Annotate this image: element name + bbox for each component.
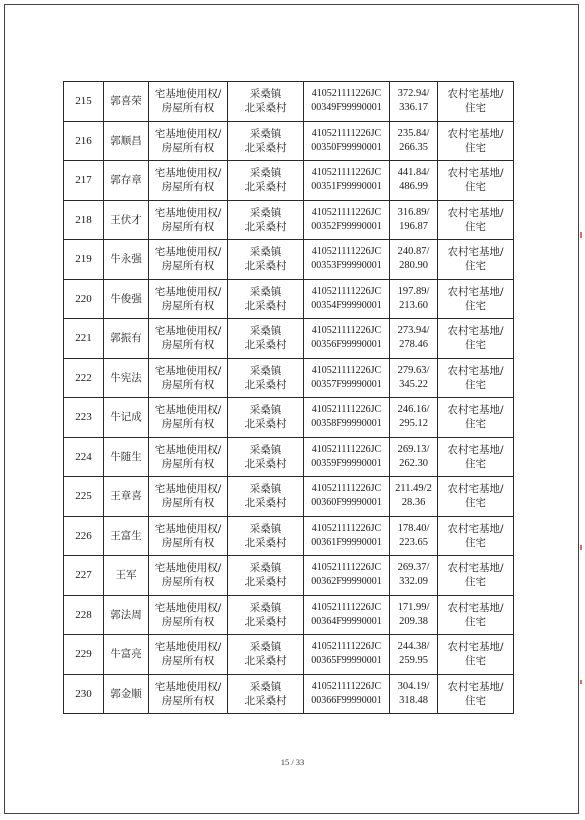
location-cell: [228, 437, 304, 477]
usage-cell-line: 住宅: [465, 694, 486, 707]
location-cell: [228, 674, 304, 714]
location-cell-line: 采桑镇: [249, 562, 282, 575]
location-cell-line: 北采桑村: [244, 141, 287, 154]
area-cell: [390, 556, 438, 596]
location-cell-line: 采桑镇: [249, 127, 282, 140]
right-type-cell-line: 房屋所有权: [161, 655, 215, 668]
table-row: [64, 398, 514, 438]
owner-name-cell: 王富生: [104, 516, 149, 556]
owner-name-cell: 牛记成: [104, 398, 149, 438]
unit-code-cell-line: 00360F99990001: [311, 497, 382, 509]
area-cell-line: 211.49/2: [395, 483, 432, 495]
location-cell-line: 采桑镇: [249, 364, 282, 377]
location-cell-line: 北采桑村: [244, 220, 287, 233]
location-cell-line: 采桑镇: [249, 404, 282, 417]
location-cell-line: 采桑镇: [249, 601, 282, 614]
unit-code-cell-line: 00366F99990001: [311, 694, 382, 706]
table-row: [64, 556, 514, 596]
area-cell-line: 279.63/: [397, 364, 430, 376]
right-type-cell-line: 房屋所有权: [161, 378, 215, 391]
page-number: 15 / 33: [280, 757, 305, 767]
right-type-cell: [149, 240, 228, 280]
unit-code-cell: [304, 358, 390, 398]
row-number-cell: 215: [64, 82, 104, 122]
usage-cell-line: 住宅: [465, 457, 486, 470]
registry-table-wrap: [63, 81, 506, 714]
usage-cell-line: 住宅: [465, 220, 486, 233]
table-row: [64, 516, 514, 556]
table-row: [64, 635, 514, 675]
right-type-cell: [149, 516, 228, 556]
unit-code-cell-line: 00365F99990001: [311, 655, 382, 667]
location-cell: [228, 556, 304, 596]
unit-code-cell-line: 00361F99990001: [311, 536, 382, 548]
row-number-cell: 230: [64, 674, 104, 714]
owner-name-cell: 牛宪法: [104, 358, 149, 398]
location-cell-line: 北采桑村: [244, 497, 287, 510]
area-cell-line: 332.09: [399, 576, 428, 588]
usage-cell-line: 住宅: [465, 339, 486, 352]
usage-cell-line: 农村宅基地/: [447, 562, 504, 575]
usage-cell-line: 农村宅基地/: [447, 285, 504, 298]
location-cell: [228, 121, 304, 161]
area-cell-line: 316.89/: [397, 206, 430, 218]
area-cell-line: 223.65: [399, 536, 428, 548]
usage-cell: [438, 556, 514, 596]
owner-name-cell: 牛富亮: [104, 635, 149, 675]
unit-code-cell-line: 410521111226JC: [311, 522, 382, 534]
unit-code-cell-line: 00353F99990001: [311, 260, 382, 272]
usage-cell-line: 住宅: [465, 418, 486, 431]
usage-cell: [438, 82, 514, 122]
area-cell-line: 273.94/: [397, 325, 430, 337]
row-number-cell: 221: [64, 319, 104, 359]
right-type-cell-line: 房屋所有权: [161, 457, 215, 470]
owner-name-cell: 郭存章: [104, 161, 149, 201]
area-cell-line: 345.22: [399, 378, 428, 390]
owner-name-cell: 王伏才: [104, 200, 149, 240]
usage-cell-line: 住宅: [465, 536, 486, 549]
usage-cell-line: 农村宅基地/: [447, 167, 504, 180]
area-cell: [390, 200, 438, 240]
usage-cell-line: 农村宅基地/: [447, 404, 504, 417]
right-type-cell: [149, 200, 228, 240]
right-type-cell: [149, 477, 228, 517]
area-cell: [390, 516, 438, 556]
unit-code-cell-line: 00354F99990001: [311, 299, 382, 311]
location-cell: [228, 595, 304, 635]
unit-code-cell-line: 00352F99990001: [311, 220, 382, 232]
usage-cell: [438, 674, 514, 714]
owner-name-cell: 牛俊强: [104, 279, 149, 319]
area-cell-line: 278.46: [399, 339, 428, 351]
usage-cell-line: 住宅: [465, 378, 486, 391]
unit-code-cell-line: 00359F99990001: [311, 457, 382, 469]
unit-code-cell-line: 00362F99990001: [311, 576, 382, 588]
location-cell-line: 采桑镇: [249, 206, 282, 219]
location-cell: [228, 635, 304, 675]
area-cell-line: 235.84/: [397, 127, 430, 139]
right-type-cell: [149, 319, 228, 359]
area-cell: [390, 121, 438, 161]
area-cell: [390, 437, 438, 477]
location-cell-line: 北采桑村: [244, 339, 287, 352]
right-type-cell-line: 宅基地使用权/: [154, 206, 222, 219]
row-number-cell: 228: [64, 595, 104, 635]
area-cell: [390, 240, 438, 280]
row-number-cell: 226: [64, 516, 104, 556]
unit-code-cell-line: 00351F99990001: [311, 181, 382, 193]
usage-cell: [438, 635, 514, 675]
row-number-cell: 223: [64, 398, 104, 438]
owner-name-cell: 牛永强: [104, 240, 149, 280]
usage-cell: [438, 358, 514, 398]
right-type-cell-line: 房屋所有权: [161, 299, 215, 312]
right-type-cell-line: 房屋所有权: [161, 615, 215, 628]
usage-cell-line: 农村宅基地/: [447, 246, 504, 259]
usage-cell-line: 住宅: [465, 260, 486, 273]
owner-name-cell: 郭法周: [104, 595, 149, 635]
right-type-cell: [149, 358, 228, 398]
usage-cell: [438, 398, 514, 438]
usage-cell-line: 农村宅基地/: [447, 443, 504, 456]
row-number-cell: 216: [64, 121, 104, 161]
area-cell-line: 196.87: [399, 220, 428, 232]
owner-name-cell: 郭振有: [104, 319, 149, 359]
right-type-cell-line: 宅基地使用权/: [154, 680, 222, 693]
right-type-cell-line: 宅基地使用权/: [154, 404, 222, 417]
usage-cell: [438, 121, 514, 161]
right-type-cell: [149, 556, 228, 596]
area-cell: [390, 398, 438, 438]
owner-name-cell: 牛随生: [104, 437, 149, 477]
location-cell-line: 采桑镇: [249, 680, 282, 693]
area-cell-line: 262.30: [399, 457, 428, 469]
usage-cell-line: 农村宅基地/: [447, 325, 504, 338]
registry-table: [63, 81, 514, 714]
area-cell: [390, 477, 438, 517]
location-cell-line: 北采桑村: [244, 655, 287, 668]
right-type-cell: [149, 161, 228, 201]
area-cell-line: 246.16/: [397, 404, 430, 416]
area-cell-line: 372.94/: [397, 88, 430, 100]
location-cell: [228, 279, 304, 319]
registry-table-body: [64, 82, 514, 714]
unit-code-cell: [304, 161, 390, 201]
row-number-cell: 225: [64, 477, 104, 517]
unit-code-cell: [304, 437, 390, 477]
location-cell: [228, 516, 304, 556]
area-cell-line: 318.48: [399, 694, 428, 706]
usage-cell-line: 农村宅基地/: [447, 483, 504, 496]
area-cell: [390, 635, 438, 675]
location-cell-line: 采桑镇: [249, 285, 282, 298]
usage-cell-line: 住宅: [465, 615, 486, 628]
unit-code-cell-line: 410521111226JC: [311, 483, 382, 495]
area-cell-line: 209.38: [399, 615, 428, 627]
usage-cell-line: 住宅: [465, 102, 486, 115]
table-row: [64, 358, 514, 398]
area-cell-line: 304.19/: [397, 680, 430, 692]
table-row: [64, 595, 514, 635]
area-cell-line: 197.89/: [397, 285, 430, 297]
location-cell-line: 北采桑村: [244, 457, 287, 470]
right-type-cell-line: 宅基地使用权/: [154, 601, 222, 614]
unit-code-cell: [304, 477, 390, 517]
table-row: [64, 121, 514, 161]
unit-code-cell: [304, 635, 390, 675]
unit-code-cell: [304, 398, 390, 438]
usage-cell-line: 住宅: [465, 141, 486, 154]
unit-code-cell: [304, 516, 390, 556]
area-cell-line: 295.12: [399, 418, 428, 430]
area-cell-line: 244.38/: [397, 641, 430, 653]
area-cell: [390, 595, 438, 635]
unit-code-cell: [304, 674, 390, 714]
unit-code-cell-line: 410521111226JC: [311, 127, 382, 139]
location-cell-line: 北采桑村: [244, 181, 287, 194]
usage-cell-line: 农村宅基地/: [447, 88, 504, 101]
usage-cell-line: 农村宅基地/: [447, 364, 504, 377]
unit-code-cell-line: 00364F99990001: [311, 615, 382, 627]
area-cell: [390, 358, 438, 398]
right-type-cell-line: 房屋所有权: [161, 181, 215, 194]
location-cell-line: 采桑镇: [249, 167, 282, 180]
right-type-cell-line: 宅基地使用权/: [154, 364, 222, 377]
table-row: [64, 674, 514, 714]
row-number-cell: 217: [64, 161, 104, 201]
location-cell-line: 北采桑村: [244, 694, 287, 707]
usage-cell-line: 农村宅基地/: [447, 601, 504, 614]
usage-cell-line: 住宅: [465, 497, 486, 510]
area-cell-line: 259.95: [399, 655, 428, 667]
table-row: [64, 279, 514, 319]
right-type-cell-line: 房屋所有权: [161, 260, 215, 273]
unit-code-cell: [304, 319, 390, 359]
area-cell-line: 269.37/: [397, 562, 430, 574]
area-cell-line: 336.17: [399, 102, 428, 114]
owner-name-cell: 郭顺昌: [104, 121, 149, 161]
location-cell-line: 北采桑村: [244, 260, 287, 273]
scan-mark: [580, 545, 582, 550]
usage-cell: [438, 161, 514, 201]
location-cell: [228, 200, 304, 240]
right-type-cell-line: 宅基地使用权/: [154, 443, 222, 456]
right-type-cell-line: 宅基地使用权/: [154, 522, 222, 535]
usage-cell-line: 农村宅基地/: [447, 680, 504, 693]
location-cell-line: 北采桑村: [244, 102, 287, 115]
unit-code-cell-line: 410521111226JC: [311, 246, 382, 258]
location-cell: [228, 82, 304, 122]
row-number-cell: 218: [64, 200, 104, 240]
usage-cell: [438, 516, 514, 556]
unit-code-cell: [304, 121, 390, 161]
location-cell: [228, 477, 304, 517]
row-number-cell: 227: [64, 556, 104, 596]
area-cell: [390, 82, 438, 122]
usage-cell: [438, 477, 514, 517]
right-type-cell-line: 宅基地使用权/: [154, 562, 222, 575]
usage-cell-line: 农村宅基地/: [447, 206, 504, 219]
right-type-cell-line: 房屋所有权: [161, 576, 215, 589]
usage-cell: [438, 437, 514, 477]
area-cell: [390, 319, 438, 359]
location-cell-line: 采桑镇: [249, 641, 282, 654]
usage-cell-line: 农村宅基地/: [447, 522, 504, 535]
location-cell-line: 北采桑村: [244, 378, 287, 391]
right-type-cell: [149, 595, 228, 635]
location-cell: [228, 240, 304, 280]
scan-mark: [580, 680, 582, 684]
row-number-cell: 222: [64, 358, 104, 398]
right-type-cell: [149, 398, 228, 438]
usage-cell: [438, 279, 514, 319]
area-cell-line: 486.99: [399, 181, 428, 193]
owner-name-cell: 王军: [104, 556, 149, 596]
right-type-cell-line: 宅基地使用权/: [154, 325, 222, 338]
location-cell-line: 采桑镇: [249, 443, 282, 456]
usage-cell-line: 农村宅基地/: [447, 641, 504, 654]
row-number-cell: 229: [64, 635, 104, 675]
right-type-cell-line: 房屋所有权: [161, 418, 215, 431]
unit-code-cell-line: 410521111226JC: [311, 601, 382, 613]
unit-code-cell-line: 410521111226JC: [311, 641, 382, 653]
area-cell-line: 269.13/: [397, 443, 430, 455]
right-type-cell-line: 房屋所有权: [161, 220, 215, 233]
table-row: [64, 319, 514, 359]
area-cell: [390, 674, 438, 714]
row-number-cell: 224: [64, 437, 104, 477]
table-row: [64, 200, 514, 240]
location-cell-line: 北采桑村: [244, 299, 287, 312]
right-type-cell: [149, 437, 228, 477]
area-cell-line: 240.87/: [397, 246, 430, 258]
right-type-cell-line: 宅基地使用权/: [154, 483, 222, 496]
usage-cell-line: 住宅: [465, 181, 486, 194]
table-row: [64, 161, 514, 201]
unit-code-cell-line: 410521111226JC: [311, 285, 382, 297]
unit-code-cell: [304, 595, 390, 635]
area-cell-line: 171.99/: [397, 601, 430, 613]
unit-code-cell-line: 00357F99990001: [311, 378, 382, 390]
unit-code-cell-line: 410521111226JC: [311, 364, 382, 376]
right-type-cell: [149, 121, 228, 161]
location-cell-line: 采桑镇: [249, 246, 282, 259]
right-type-cell: [149, 635, 228, 675]
table-row: [64, 82, 514, 122]
location-cell-line: 采桑镇: [249, 522, 282, 535]
usage-cell: [438, 200, 514, 240]
unit-code-cell-line: 410521111226JC: [311, 88, 382, 100]
usage-cell-line: 住宅: [465, 576, 486, 589]
area-cell-line: 28.36: [401, 497, 426, 509]
location-cell: [228, 398, 304, 438]
area-cell-line: 213.60: [399, 299, 428, 311]
area-cell-line: 280.90: [399, 260, 428, 272]
location-cell-line: 北采桑村: [244, 418, 287, 431]
table-row: [64, 240, 514, 280]
right-type-cell-line: 宅基地使用权/: [154, 285, 222, 298]
scan-mark: [580, 232, 582, 238]
right-type-cell: [149, 279, 228, 319]
row-number-cell: 220: [64, 279, 104, 319]
location-cell: [228, 319, 304, 359]
usage-cell-line: 农村宅基地/: [447, 127, 504, 140]
unit-code-cell: [304, 82, 390, 122]
unit-code-cell-line: 00350F99990001: [311, 141, 382, 153]
row-number-cell: 219: [64, 240, 104, 280]
unit-code-cell-line: 410521111226JC: [311, 680, 382, 692]
unit-code-cell-line: 410521111226JC: [311, 167, 382, 179]
right-type-cell-line: 房屋所有权: [161, 339, 215, 352]
unit-code-cell-line: 00358F99990001: [311, 418, 382, 430]
unit-code-cell: [304, 279, 390, 319]
right-type-cell-line: 宅基地使用权/: [154, 167, 222, 180]
usage-cell-line: 住宅: [465, 299, 486, 312]
area-cell: [390, 161, 438, 201]
right-type-cell-line: 房屋所有权: [161, 102, 215, 115]
owner-name-cell: 郭喜荣: [104, 82, 149, 122]
location-cell-line: 采桑镇: [249, 88, 282, 101]
right-type-cell-line: 房屋所有权: [161, 497, 215, 510]
unit-code-cell-line: 00349F99990001: [311, 102, 382, 114]
right-type-cell-line: 宅基地使用权/: [154, 246, 222, 259]
right-type-cell-line: 房屋所有权: [161, 694, 215, 707]
location-cell: [228, 161, 304, 201]
right-type-cell: [149, 674, 228, 714]
location-cell: [228, 358, 304, 398]
unit-code-cell-line: 410521111226JC: [311, 325, 382, 337]
right-type-cell-line: 房屋所有权: [161, 536, 215, 549]
owner-name-cell: 王章喜: [104, 477, 149, 517]
area-cell: [390, 279, 438, 319]
unit-code-cell-line: 410521111226JC: [311, 562, 382, 574]
area-cell-line: 266.35: [399, 141, 428, 153]
area-cell-line: 441.84/: [397, 167, 430, 179]
usage-cell: [438, 595, 514, 635]
location-cell-line: 采桑镇: [249, 325, 282, 338]
right-type-cell-line: 宅基地使用权/: [154, 88, 222, 101]
unit-code-cell-line: 410521111226JC: [311, 206, 382, 218]
usage-cell: [438, 319, 514, 359]
location-cell-line: 北采桑村: [244, 576, 287, 589]
location-cell-line: 采桑镇: [249, 483, 282, 496]
table-row: [64, 477, 514, 517]
usage-cell-line: 住宅: [465, 655, 486, 668]
owner-name-cell: 郭金顺: [104, 674, 149, 714]
table-row: [64, 437, 514, 477]
unit-code-cell: [304, 240, 390, 280]
right-type-cell-line: 宅基地使用权/: [154, 641, 222, 654]
right-type-cell: [149, 82, 228, 122]
unit-code-cell: [304, 200, 390, 240]
location-cell-line: 北采桑村: [244, 615, 287, 628]
area-cell-line: 178.40/: [397, 522, 430, 534]
unit-code-cell-line: 00356F99990001: [311, 339, 382, 351]
right-type-cell-line: 房屋所有权: [161, 141, 215, 154]
unit-code-cell-line: 410521111226JC: [311, 443, 382, 455]
location-cell-line: 北采桑村: [244, 536, 287, 549]
usage-cell: [438, 240, 514, 280]
right-type-cell-line: 宅基地使用权/: [154, 127, 222, 140]
unit-code-cell: [304, 556, 390, 596]
unit-code-cell-line: 410521111226JC: [311, 404, 382, 416]
